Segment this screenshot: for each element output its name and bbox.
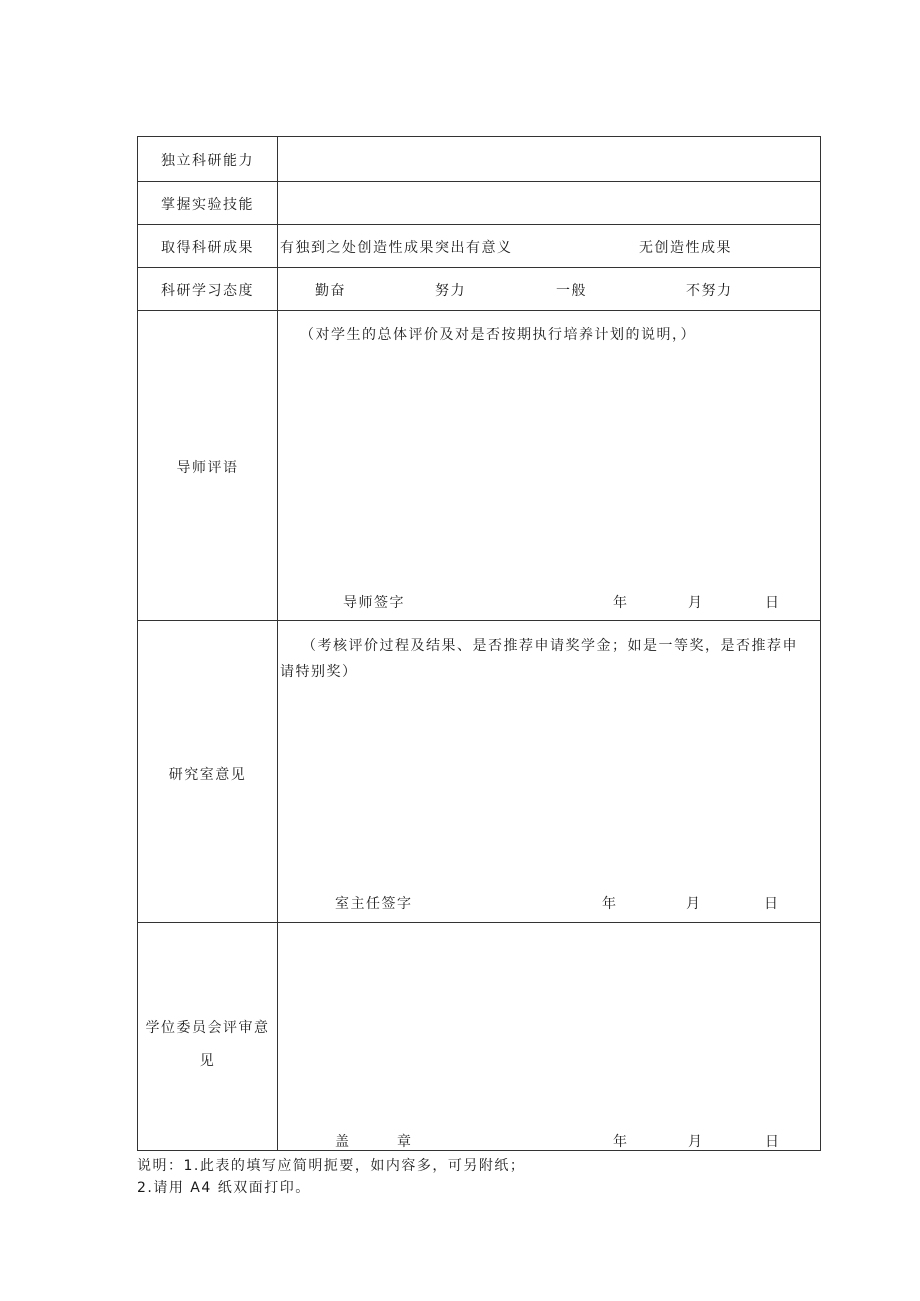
- attitude-option-diligent[interactable]: 勤奋: [315, 283, 346, 299]
- lab-opinion-field[interactable]: [278, 687, 821, 877]
- lab-date-month: 月: [686, 896, 702, 912]
- research-results-option-none[interactable]: 无创造性成果: [639, 240, 732, 256]
- lab-opinion-hint: （考核评价过程及结果、是否推荐申请奖学金；如是一等奖，是否推荐申请特别奖）: [280, 638, 798, 680]
- row-divider: [138, 310, 820, 311]
- committee-date-year: 年: [613, 1134, 629, 1150]
- footnotes: [137, 1155, 525, 1199]
- supervisor-date-month: 月: [688, 595, 704, 611]
- degree-committee-field[interactable]: [278, 923, 821, 1113]
- lab-skills-label: 掌握实验技能: [161, 197, 254, 213]
- degree-committee-label-line1: 学位委员会评审意: [145, 1020, 270, 1036]
- committee-date-month: 月: [688, 1134, 704, 1150]
- attitude-label: 科研学习态度: [161, 283, 254, 299]
- research-results-label: 取得科研成果: [161, 240, 254, 256]
- row-divider: [138, 267, 820, 268]
- committee-date-day: 日: [765, 1134, 781, 1150]
- degree-committee-label-line2: 见: [199, 1053, 216, 1069]
- attitude-option-not-hardworking[interactable]: 不努力: [686, 283, 733, 299]
- lab-opinion-label: 研究室意见: [168, 767, 247, 783]
- row-divider: [138, 224, 820, 225]
- footnote-line-2: 2.请用 A4 纸双面打印。: [137, 1180, 311, 1196]
- supervisor-signature-label: 导师签字: [343, 595, 405, 611]
- supervisor-date-day: 日: [765, 595, 781, 611]
- independent-research-label: 独立科研能力: [161, 153, 254, 169]
- supervisor-comment-field[interactable]: [278, 347, 821, 577]
- row-divider: [138, 620, 820, 621]
- independent-research-field[interactable]: [278, 137, 821, 181]
- supervisor-date-year: 年: [613, 595, 629, 611]
- lab-skills-field[interactable]: [278, 182, 821, 224]
- lab-date-day: 日: [764, 896, 780, 912]
- seal-label-part1: 盖: [335, 1134, 351, 1150]
- supervisor-comment-hint: （对学生的总体评价及对是否按期执行培养计划的说明，）: [300, 327, 696, 343]
- lab-date-year: 年: [602, 896, 618, 912]
- evaluation-form-table: [137, 136, 821, 1151]
- attitude-option-average[interactable]: 一般: [556, 283, 587, 299]
- footnote-line-1: 说明：1.此表的填写应简明扼要，如内容多，可另附纸；: [137, 1158, 526, 1174]
- lab-director-signature-label: 室主任签字: [335, 896, 413, 912]
- supervisor-comment-label: 导师评语: [176, 460, 239, 476]
- seal-label-part2: 章: [397, 1134, 413, 1150]
- research-results-option-creative[interactable]: 有独到之处创造性成果突出有意义: [280, 240, 513, 256]
- attitude-option-hardworking[interactable]: 努力: [435, 283, 466, 299]
